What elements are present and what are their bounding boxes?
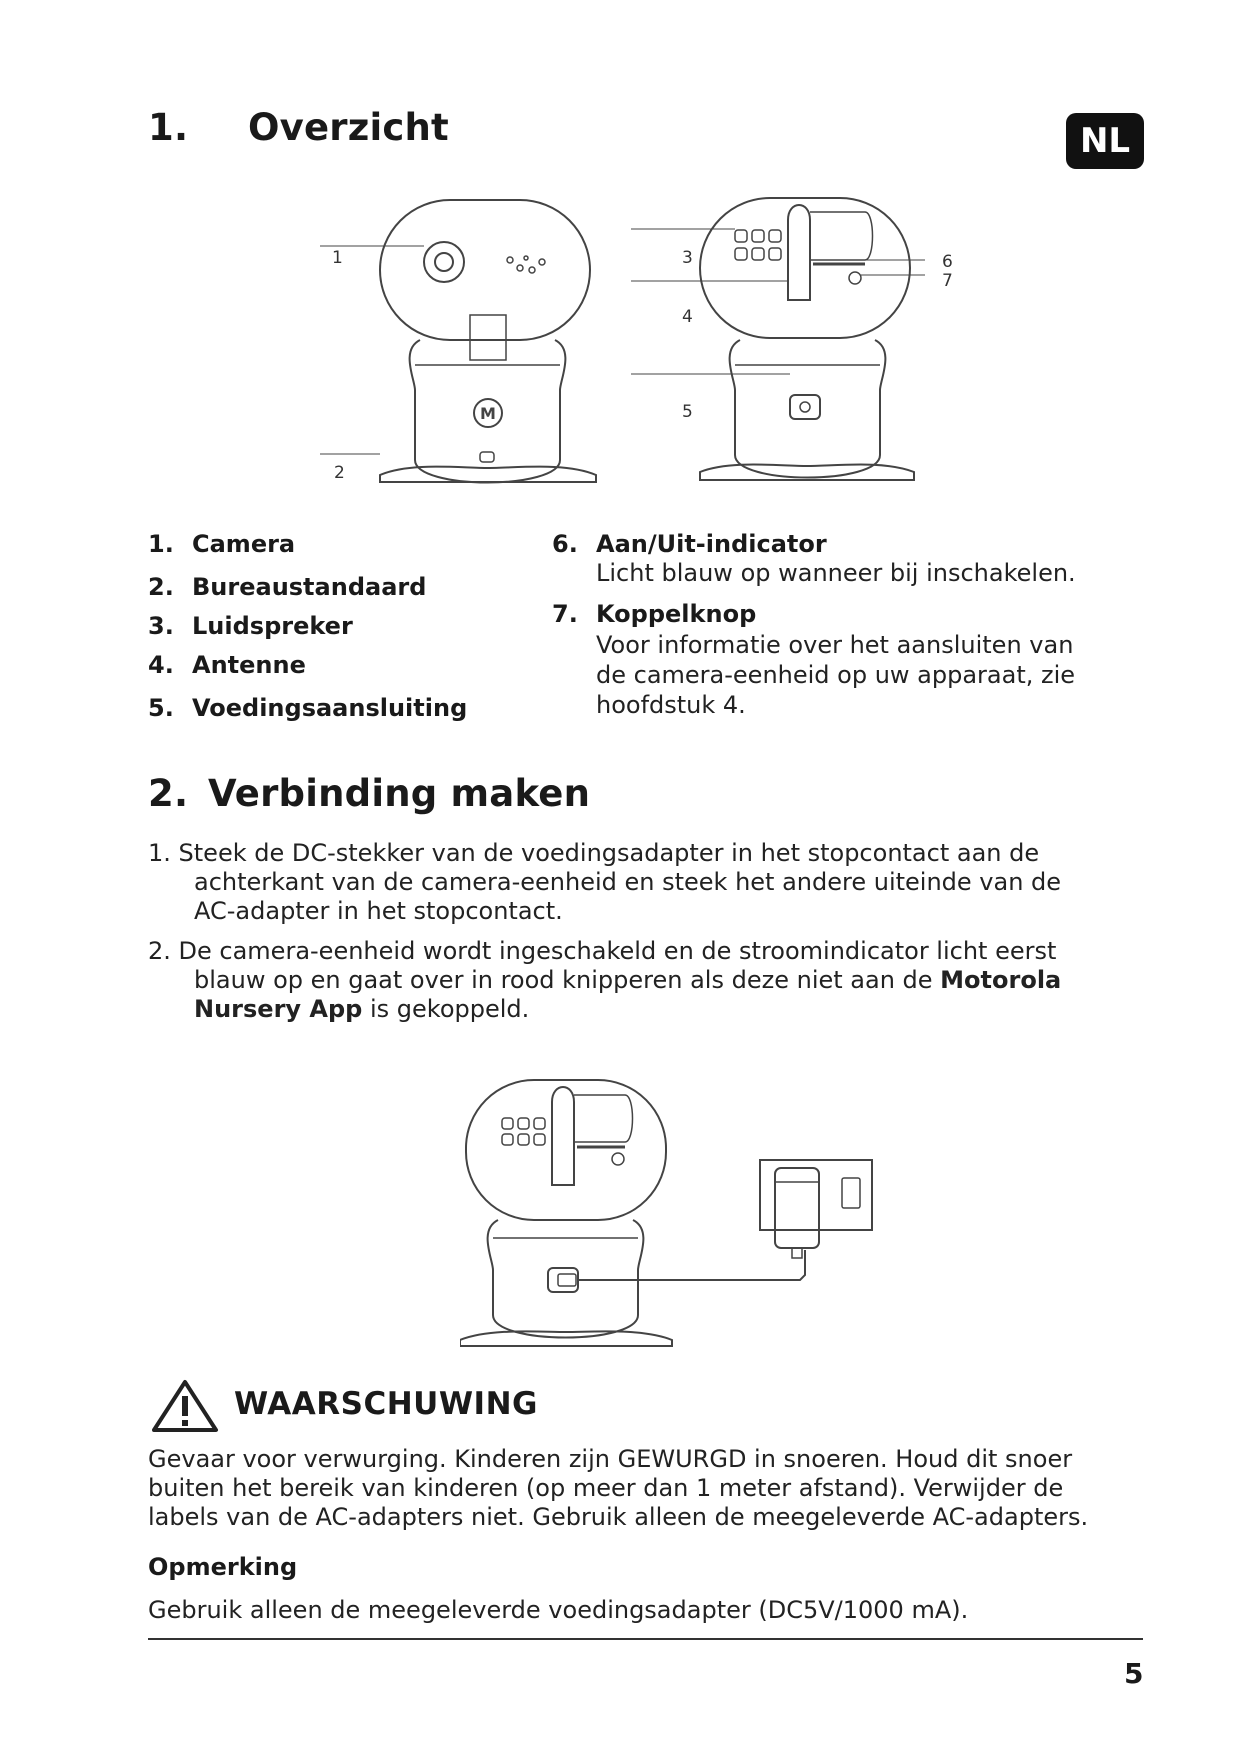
app-name-bold: Nursery App (194, 995, 363, 1023)
camera-lens (424, 242, 464, 282)
part-item (552, 530, 827, 558)
language-badge: NL (1066, 113, 1144, 169)
desk-stand (380, 467, 596, 482)
part-number: 4. (148, 651, 174, 679)
step-line: 1. Steek de DC-stekker van de voedingsadapter in het stopcontact aan de (148, 839, 1040, 867)
part-number: 5. (148, 694, 174, 722)
step-text: blauw op en gaat over in rood knipperen als deze niet aan de (194, 966, 941, 994)
footer-divider (148, 1638, 1143, 1640)
figure-label-5: 5 (682, 402, 693, 422)
part-name: Luidspreker (192, 612, 353, 640)
connection-illustration (460, 1070, 900, 1350)
part-item (148, 612, 353, 640)
motorola-logo-letter: M (480, 404, 496, 423)
step-line: 2. De camera-eenheid wordt ingeschakeld en de stroomindicator licht eerst (148, 937, 1057, 965)
camera-front-view (320, 200, 596, 483)
figure-label-3: 3 (682, 248, 693, 268)
figure-label-6: 6 (942, 252, 953, 272)
camera-back-view (631, 198, 925, 480)
part-name: Koppelknop (596, 600, 757, 628)
power-cable (578, 1250, 805, 1280)
description-line: Voor informatie over het aansluiten van (596, 631, 1074, 659)
step-2 (148, 937, 1138, 1024)
step-1 (148, 839, 1128, 926)
part-number: 7. (552, 600, 578, 628)
figure-label-2: 2 (334, 463, 345, 483)
figure-label-7: 7 (942, 271, 953, 291)
warning-title: WAARSCHUWING (234, 1386, 538, 1422)
part-name: Aan/Uit-indicator (596, 530, 827, 558)
step-line (148, 995, 1138, 1024)
speaker-grille (735, 230, 781, 260)
description-line: de camera-eenheid op uw apparaat, zie (596, 661, 1076, 689)
warning-line: Gevaar voor verwurging. Kinderen zijn GEWURGD in snoeren. Houd dit snoer (148, 1445, 1073, 1473)
step-line (148, 966, 1138, 995)
part-item (148, 694, 467, 722)
part-number: 6. (552, 530, 578, 558)
part-item (552, 600, 756, 628)
part-name: Camera (192, 530, 296, 558)
warning-line: buiten het bereik van kinderen (op meer dan 1 meter afstand). Verwijder de (148, 1474, 1064, 1502)
section-2-number: 2. (148, 772, 189, 815)
part-number: 2. (148, 573, 174, 601)
part-description: Licht blauw op wanneer bij inschakelen. (596, 559, 1076, 587)
camera-overview-illustration (320, 190, 980, 495)
step-line: AC-adapter in het stopcontact. (194, 897, 563, 925)
part-item (148, 530, 295, 558)
figure-label-4: 4 (682, 307, 693, 327)
part-number: 1. (148, 530, 174, 558)
antenna (788, 205, 810, 300)
part-item (148, 651, 306, 679)
step-line: achterkant van de camera-eenheid en steek het andere uiteinde van de (194, 868, 1062, 896)
section-2-title: Verbinding maken (208, 772, 591, 815)
microphone-dots (507, 256, 545, 273)
warning-triangle-icon (150, 1378, 220, 1434)
warning-line: labels van de AC-adapters niet. Gebruik alleen de meegeleverde AC-adapters. (148, 1503, 1089, 1531)
description-line: hoofdstuk 4. (596, 691, 746, 719)
power-socket (790, 395, 820, 419)
step-text: is gekoppeld. (362, 995, 530, 1023)
figure-label-1: 1 (332, 248, 343, 268)
part-item (148, 573, 426, 601)
note-title: Opmerking (148, 1553, 298, 1581)
part-number: 3. (148, 612, 174, 640)
note-text: Gebruik alleen de meegeleverde voedingsadapter (DC5V/1000 mA). (148, 1596, 969, 1624)
power-adapter (775, 1168, 819, 1248)
part-name: Bureaustandaard (192, 573, 427, 601)
part-name: Voedingsaansluiting (192, 694, 468, 722)
page-number: 5 (1124, 1657, 1144, 1690)
pair-button (849, 272, 861, 284)
part-name: Antenne (192, 651, 306, 679)
warning-text (148, 1445, 1148, 1532)
section-1-number: 1. (148, 106, 189, 149)
app-name-bold: Motorola (940, 966, 1062, 994)
part-description (596, 630, 1075, 720)
section-1-title: Overzicht (248, 106, 449, 149)
